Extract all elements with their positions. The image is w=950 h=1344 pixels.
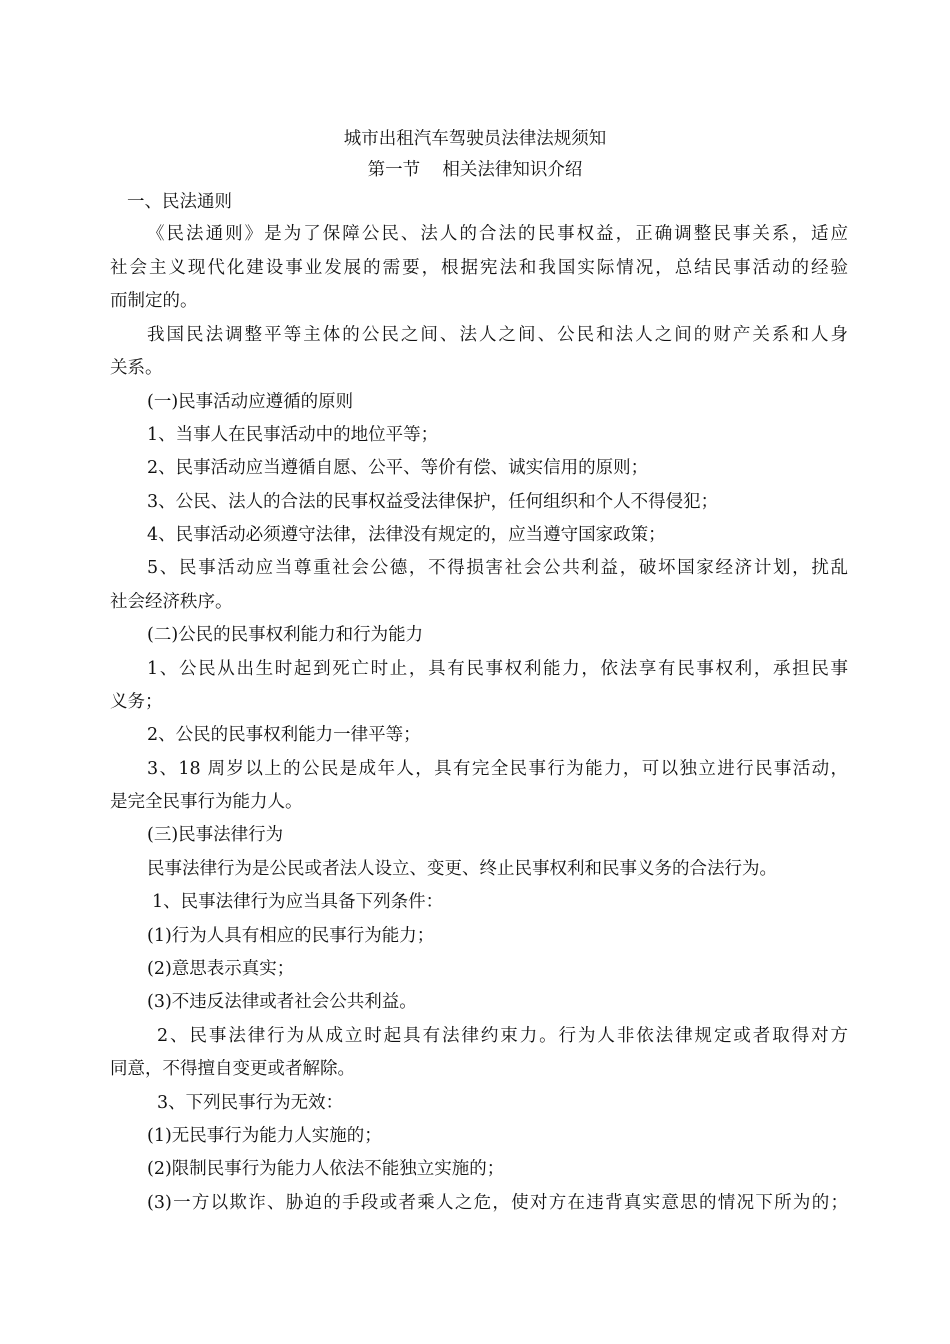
paragraph-line: 义务； <box>110 692 163 712</box>
list-item: 2、民事活动应当遵循自愿、公平、等价有偿、诚实信用的原则； <box>147 458 649 478</box>
paragraph-line: 民事法律行为是公民或者法人设立、变更、终止民事权利和民事义务的合法行为。 <box>147 859 777 879</box>
list-item: 5、民事活动应当尊重社会公德，不得损害社会公共利益，破坏国家经济计划，扰乱 <box>147 558 848 578</box>
subheading-legal-acts: (三)民事法律行为 <box>147 825 284 845</box>
section-title: 第一节 相关法律知识介绍 <box>367 160 583 180</box>
list-item: 4、民事活动必须遵守法律，法律没有规定的，应当遵守国家政策； <box>147 525 666 545</box>
list-item: 1、公民从出生时起到死亡时止，具有民事权利能力，依法享有民事权利，承担民事 <box>147 659 848 679</box>
document-title: 城市出租汽车驾驶员法律法规须知 <box>343 129 607 149</box>
list-item: (2)意思表示真实； <box>147 959 295 979</box>
list-item: 2、公民的民事权利能力一律平等； <box>147 725 421 745</box>
subheading-capacity: (二)公民的民事权利能力和行为能力 <box>147 625 424 645</box>
list-item: (3)不违反法律或者社会公共利益。 <box>147 992 417 1012</box>
paragraph-line: 是完全民事行为能力人。 <box>110 792 303 812</box>
heading-civil-law: 一、民法通则 <box>127 192 232 212</box>
list-item: (1)无民事行为能力人实施的； <box>147 1126 382 1146</box>
list-item: 1、当事人在民事活动中的地位平等； <box>147 425 439 445</box>
list-item: 2、民事法律行为从成立时起具有法律约束力。行为人非依法律规定或者取得对方 <box>157 1026 848 1046</box>
paragraph-line: 《民法通则》是为了保障公民、法人的合法的民事权益，正确调整民事关系，适应 <box>147 224 848 244</box>
subheading-principles: (一)民事活动应遵循的原则 <box>147 392 354 412</box>
paragraph-line: 社会主义现代化建设事业发展的需要，根据宪法和我国实际情况，总结民事活动的经验 <box>110 258 848 278</box>
paragraph-line: 同意，不得擅自变更或者解除。 <box>110 1059 355 1079</box>
list-item: 1、民事法律行为应当具备下列条件： <box>152 892 444 912</box>
list-item: (1)行为人具有相应的民事行为能力； <box>147 926 435 946</box>
paragraph-line: 而制定的。 <box>110 291 198 311</box>
paragraph-line: 社会经济秩序。 <box>110 592 233 612</box>
list-item: 3、公民、法人的合法的民事权益受法律保护，任何组织和个人不得侵犯； <box>147 492 719 512</box>
paragraph-line: 我国民法调整平等主体的公民之间、法人之间、公民和法人之间的财产关系和人身 <box>147 325 848 345</box>
list-item: 3、18 周岁以上的公民是成年人，具有完全民事行为能力，可以独立进行民事活动， <box>147 759 848 779</box>
list-item: (3)一方以欺诈、胁迫的手段或者乘人之危，使对方在违背真实意思的情况下所为的； <box>147 1193 848 1213</box>
paragraph-line: 关系。 <box>110 358 163 378</box>
list-item: 3、下列民事行为无效： <box>157 1093 344 1113</box>
list-item: (2)限制民事行为能力人依法不能独立实施的； <box>147 1159 505 1179</box>
